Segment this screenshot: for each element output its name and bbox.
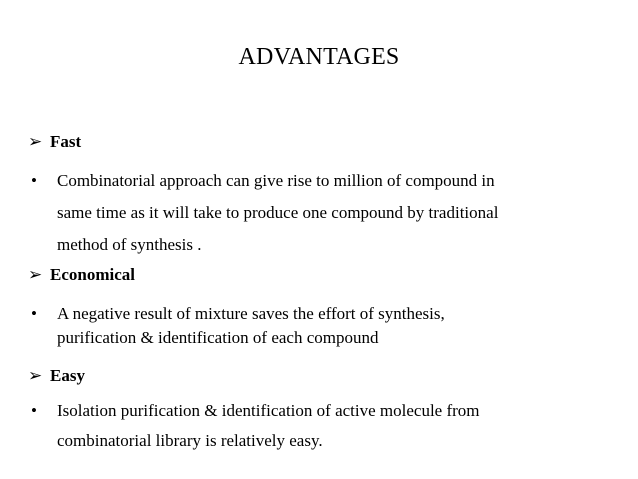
section-heading-label: Economical — [50, 265, 135, 284]
section-heading-label: Fast — [50, 132, 82, 151]
bullet-text-line: purification & identification of each compound — [57, 328, 379, 347]
bullet-text-line: Isolation purification & identification of active molecule from — [57, 401, 480, 420]
bullet-text-line: A negative result of mixture saves the effort of synthesis, — [57, 304, 445, 323]
arrow-bullet-icon: ➢ — [28, 265, 43, 284]
bullet-dot-icon: • — [31, 304, 37, 323]
arrow-bullet-icon: ➢ — [28, 132, 43, 151]
bullet-text-line: method of synthesis . — [57, 235, 202, 254]
section-heading-label: Easy — [50, 366, 85, 385]
arrow-bullet-icon: ➢ — [28, 366, 43, 385]
bullet-dot-icon: • — [31, 171, 37, 190]
bullet-text-line: same time as it will take to produce one compound by traditional — [57, 203, 499, 222]
bullet-text-line: combinatorial library is relatively easy. — [57, 431, 323, 450]
slide-title: ADVANTAGES — [238, 44, 400, 70]
bullet-dot-icon: • — [31, 401, 37, 420]
bullet-text-line: Combinatorial approach can give rise to million of compound in — [57, 171, 495, 190]
